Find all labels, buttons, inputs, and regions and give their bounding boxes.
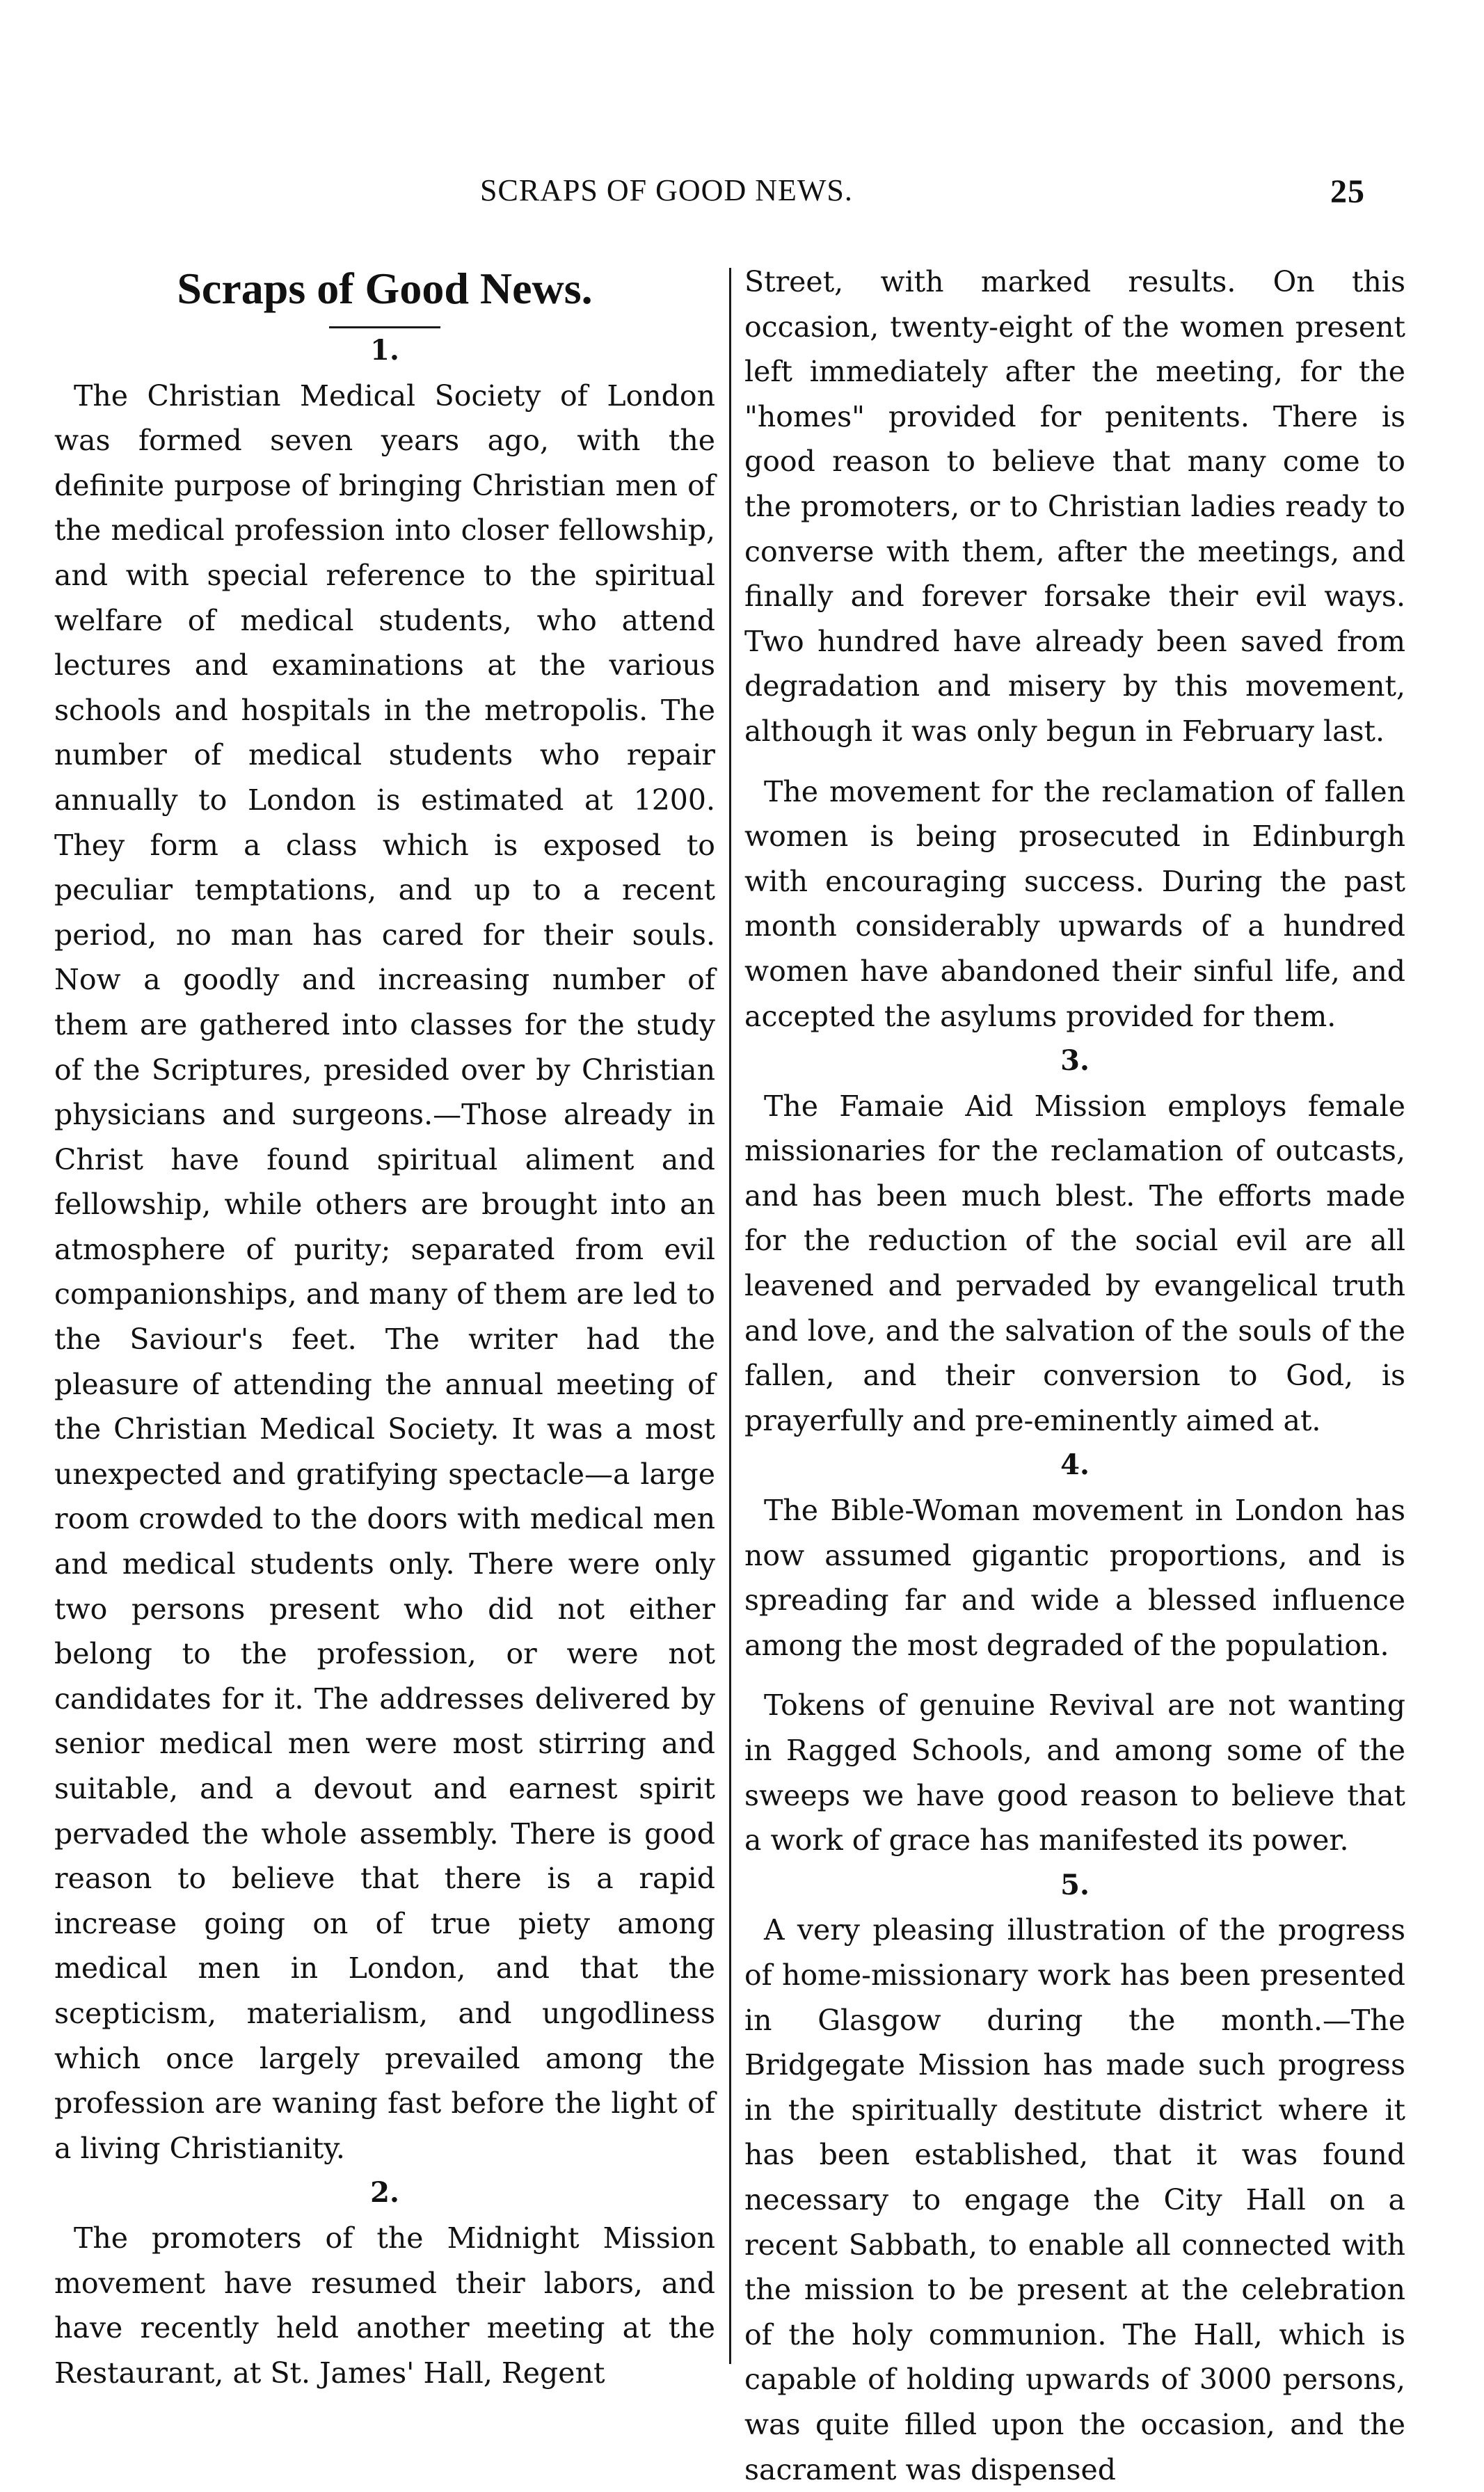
right-column (744, 259, 1405, 2492)
section-2-second-paragraph: The movement for the reclamation of fallen women is being prosecuted in Edinburgh with encouraging success. During the past month considerably upwards of a hundred women have abandoned their sinful life, and accepted the asylums provided for them. (744, 774, 1405, 1033)
article-title: Scraps of Good News. (177, 264, 593, 313)
section-4-second-paragraph: Tokens of genuine Revival are not wanting in Ragged Schools, and among some of the sweeps we have good reason to believe that a work of grace has manifested its power. (744, 1688, 1405, 1858)
running-head (0, 173, 1484, 221)
section-2-paragraph-start: The promoters of the Midnight Mission movement have resumed their labors, and have recently held another meeting at the Restaurant, at St. James' Hall, Regent (54, 2221, 715, 2390)
section-3-paragraph: The Famaie Aid Mission employs female missionaries for the reclamation of outcasts, and has been much blest. The efforts made for the reduction of the social evil are all leavened and pervaded by evangelical truth and love, and the salvation of the souls of the fallen, and their conversion to God, is prayerfully and pre-eminently aimed at. (744, 1089, 1405, 1437)
section-number-3: 3. (1060, 1044, 1090, 1078)
section-4-paragraph: The Bible-Woman movement in London has now assumed gigantic proportions, and is spreading far and wide a blessed influence among the most degraded of the population. (744, 1494, 1405, 1662)
page-number: 25 (1330, 173, 1365, 210)
left-column (54, 259, 715, 2395)
section-1-paragraph: The Christian Medical Society of London was formed seven years ago, with the definite purpose of bringing Christian men of the medical profession into closer fellowship, and with special reference to the spiritual welfare of medical students, who attend lectures and examinations at the various schools and hospitals in the metropolis. The number of medical students who repair annually to London is estimated at 1200. They form a class which is exposed to peculiar temptations, and up to a recent period, no man has cared for their souls. Now a goodly and increasing number of them are gathered into classes for the study of the Scriptures, presided over by Christian physicians and surgeons.—Those already in Christ have found spiritual aliment and fellowship, while others are brought into an atmosphere of purity; separated from evil companionships, and many of them are led to the Saviour's feet. The writer had the pleasure of attending the annual meeting of the Christian Medical Society. It was a most unexpected and gratifying spectacle—a large room crowded to the doors with medical men and medical students only. There were only two persons present who did not either belong to the profession, or were not candidates for it. The addresses delivered by senior medical men were most stirring and suitable, and a devout and earnest spirit pervaded the whole assembly. There is good reason to believe that there is a rapid increase going on of true piety among medical men in London, and that the scepticism, materialism, and ungodliness which once largely prevailed among the profession are waning fast before the light of a living Christianity. (54, 378, 715, 2165)
section-number-2: 2. (370, 2176, 399, 2210)
section-number-4: 4. (1060, 1448, 1090, 1482)
section-number-1: 1. (370, 334, 399, 367)
running-head-title: SCRAPS OF GOOD NEWS. (480, 173, 853, 207)
section-number-5: 5. (1060, 1868, 1090, 1901)
column-divider (729, 268, 731, 2364)
section-2-paragraph-continued: Street, with marked results. On this occasion, twenty-eight of the women present left immediately after the meeting, for the "homes" provided for penitents. There is good reason to believe that many come to the promoters, or to Christian ladies ready to converse with them, after the meetings, and finally and forever forsake their evil ways. Two hundred have already been saved from degradation and misery by this movement, although it was only begun in February last. (744, 265, 1405, 748)
section-5-paragraph: A very pleasing illustration of the progress of home-missionary work has been presented in Glasgow during the month.—The Bridgegate Mission has made such progress in the spiritually destitute district where it has been established, that it was found necessary to engage the City Hall on a recent Sabbath, to enable all connected with the mission to be present at the celebration of the holy communion. The Hall, which is capable of holding upwards of 3000 persons, was quite filled upon the occasion, and the sacrament was dispensed (744, 1913, 1405, 2486)
